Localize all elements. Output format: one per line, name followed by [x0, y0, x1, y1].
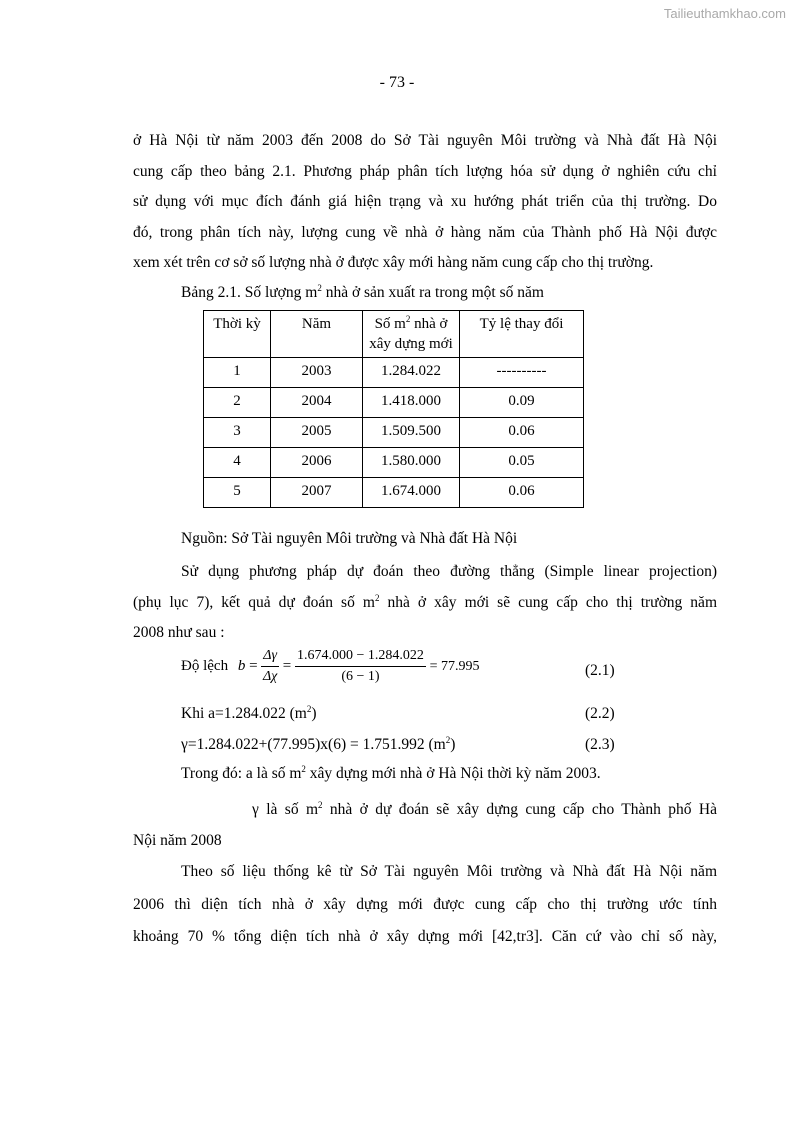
table-row	[204, 418, 584, 448]
definition-line: Nội năm 2008	[133, 831, 222, 849]
cell-rate: ----------	[460, 358, 584, 388]
cell-area: 1.674.000	[363, 478, 460, 508]
cell-area: 1.284.022	[363, 358, 460, 388]
intro-line: sử dụng với mục đích đánh giá hiện trạng và xu hướng phát triển của thị trường. Do	[133, 193, 717, 210]
watermark: Tailieuthamkhao.com	[663, 6, 786, 21]
table-row	[204, 358, 584, 388]
header-rate: Tỷ lệ thay đổi	[460, 311, 584, 358]
cell-year: 2007	[271, 478, 363, 508]
table-row	[204, 388, 584, 418]
cell-period: 1	[204, 358, 271, 388]
definition-a: Trong đó: a là số $m^2$ xây dựng mới nhà ở Hà Nội thời kỳ năm 2003.	[181, 764, 601, 782]
eq-number: (2.2)	[585, 705, 615, 722]
eq-label: Độ lệch	[181, 657, 229, 674]
table-caption: Bảng 2.1. Số lượng $m^2$ nhà ở sản xuất ra trong một số năm	[181, 283, 544, 301]
cell-period: 2	[204, 388, 271, 418]
header-area: Số $m^2$ nhà ở xây dựng mới	[363, 311, 460, 358]
intro-line: đó, trong phân tích này, lượng cung về nhà ở hàng năm của Thành phố Hà Nội được	[133, 223, 717, 241]
cell-area: 1.418.000	[363, 388, 460, 418]
table-source: Nguồn: Sở Tài nguyên Môi trường và Nhà đất Hà Nội	[181, 530, 518, 547]
projection-line: 2008 như sau :	[133, 624, 225, 641]
projection-line: (phụ lục 7), kết quả dự đoán số $m^2$ nhà ở xây mới sẽ cung cấp cho thị trường năm	[133, 592, 717, 611]
cell-rate: 0.06	[460, 418, 584, 448]
eq-number: (2.3)	[585, 736, 615, 753]
intro-line: cung cấp theo bảng 2.1. Phương pháp phân tích lượng hóa sử dụng ở nghiên cứu chỉ	[133, 162, 717, 180]
eq-sign: =	[282, 657, 292, 674]
fraction-values: $\frac{1.674.000 - 1.284.022}{(6 - 1)}$	[297, 648, 424, 684]
housing-table	[203, 310, 584, 508]
projection-paragraph	[133, 557, 717, 649]
page-number: - 73 -	[379, 74, 415, 91]
table-row	[204, 448, 584, 478]
final-line: khoảng 70 % tổng diện tích nhà ở xây dựng mới [42,tr3]. Căn cứ vào chỉ số này,	[133, 928, 717, 945]
fraction-delta: $\frac{\Delta\gamma}{\Delta\chi}$	[262, 648, 278, 684]
definition-line: γ là số $m^2$ nhà ở dự đoán sẽ xây dựng cung cấp cho Thành phố Hà	[252, 800, 717, 818]
definition-gamma	[133, 795, 717, 856]
cell-area: 1.580.000	[363, 448, 460, 478]
equation-2-3: γ=1.284.022+(77.995)x(6) = 1.751.992 $(m^2)$	[181, 735, 456, 753]
intro-line: ở Hà Nội từ năm 2003 đến 2008 do Sở Tài nguyên Môi trường và Nhà đất Hà Nội	[133, 132, 717, 149]
table-row	[204, 478, 584, 508]
cell-area: 1.509.500	[363, 418, 460, 448]
header-period: Thời kỳ	[204, 311, 271, 358]
eq-number: (2.1)	[585, 662, 615, 679]
cell-rate: 0.09	[460, 388, 584, 418]
cell-period: 3	[204, 418, 271, 448]
final-paragraph	[133, 856, 717, 954]
cell-year: 2005	[271, 418, 363, 448]
cell-rate: 0.05	[460, 448, 584, 478]
cell-period: 5	[204, 478, 271, 508]
projection-line: Sử dụng phương pháp dự đoán theo đường thẳng (Simple linear projection)	[181, 563, 717, 580]
eq-var: b	[237, 657, 246, 674]
equation-2-2: Khi a=1.284.022 $(m^2)$	[181, 704, 317, 722]
cell-year: 2006	[271, 448, 363, 478]
header-year: Năm	[271, 311, 363, 358]
eq-sign: =	[249, 657, 258, 674]
eq-result: = 77.995	[429, 658, 480, 674]
equation-2-1	[181, 648, 480, 685]
cell-year: 2003	[271, 358, 363, 388]
table-header-row	[204, 311, 584, 358]
cell-rate: 0.06	[460, 478, 584, 508]
intro-paragraph	[133, 126, 717, 279]
final-line: Theo số liệu thống kê từ Sở Tài nguyên Môi trường và Nhà đất Hà Nội năm	[181, 863, 717, 880]
cell-period: 4	[204, 448, 271, 478]
cell-year: 2004	[271, 388, 363, 418]
final-line: 2006 thì diện tích nhà ở xây dựng mới được cung cấp cho thị trường ước tính	[133, 895, 717, 913]
intro-line: xem xét trên cơ sở số lượng nhà ở được xây mới hàng năm cung cấp cho thị trường.	[133, 254, 654, 271]
